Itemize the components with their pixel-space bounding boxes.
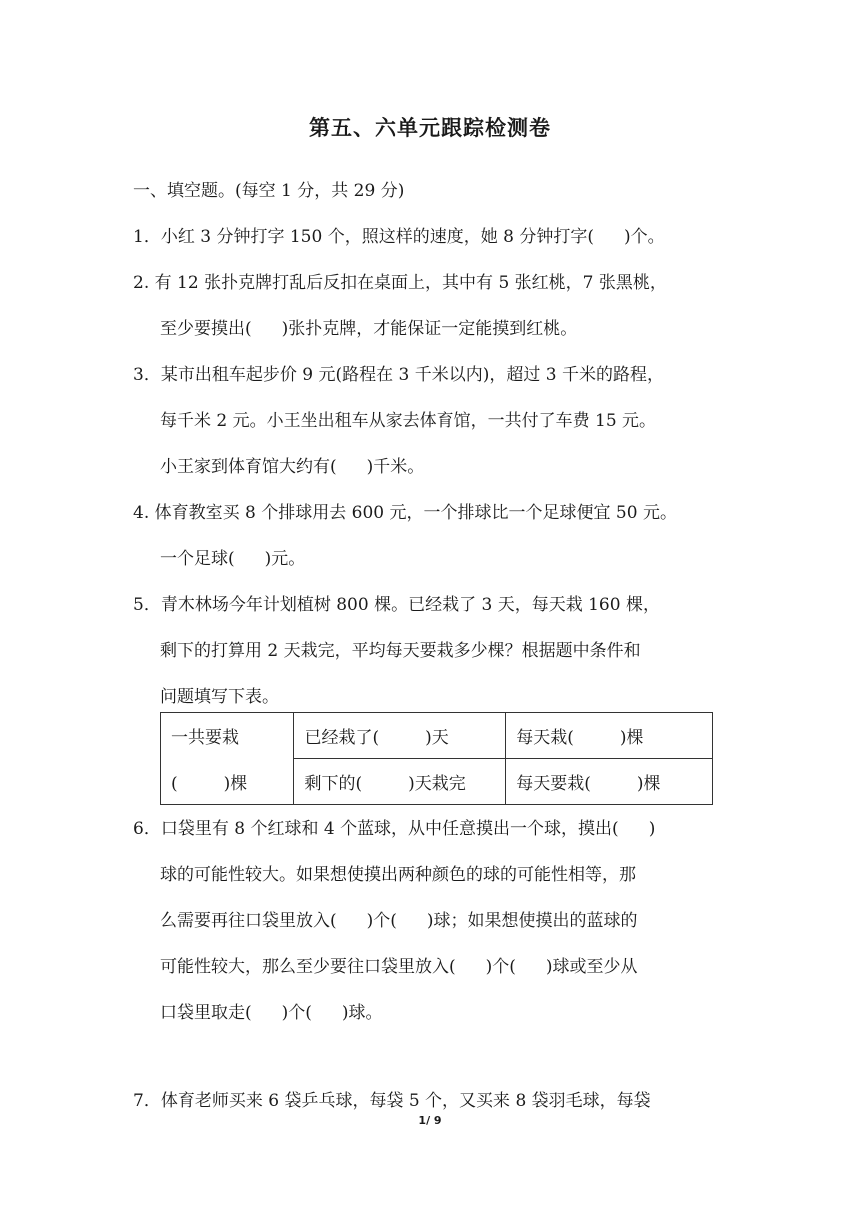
question-1: 1．小红 3 分钟打字 150 个，照这样的速度，她 8 分钟打字( )个。: [133, 227, 665, 247]
question-3-line-3: 小王家到体育馆大约有( )千米。: [160, 457, 425, 477]
question-5-line-1: 5．青木林场今年计划植树 800 棵。已经栽了 3 天，每天栽 160 棵，: [133, 595, 660, 615]
table-cell-per-day-needed[interactable]: 每天要栽( )棵: [506, 759, 713, 805]
table-cell-total-blank[interactable]: ( )棵: [161, 759, 294, 805]
question-5-line-2: 剩下的打算用 2 天栽完，平均每天要栽多少棵？根据题中条件和: [160, 641, 641, 661]
table-row: [161, 713, 713, 759]
question-6-line-2: 球的可能性较大。如果想使摸出两种颜色的球的可能性相等，那: [160, 865, 636, 885]
section-heading: 一、填空题。(每空 1 分，共 29 分): [133, 181, 405, 201]
question-6-line-3: 么需要再往口袋里放入( )个( )球；如果想使摸出的蓝球的: [160, 911, 638, 931]
question-6-line-4: 可能性较大，那么至少要往口袋里放入( )个( )球或至少从: [160, 957, 638, 977]
question-5-line-3: 问题填写下表。: [160, 687, 279, 707]
table-cell-remaining-days[interactable]: 剩下的( )天栽完: [294, 759, 506, 805]
question-7-line-1: 7．体育老师买来 6 袋乒乓球，每袋 5 个，又买来 8 袋羽毛球，每袋: [133, 1091, 651, 1111]
planting-table: [160, 712, 713, 805]
question-2-line-2: 至少要摸出( )张扑克牌，才能保证一定能摸到红桃。: [160, 319, 578, 339]
question-6-line-1: 6．口袋里有 8 个红球和 4 个蓝球，从中任意摸出一个球，摸出( ): [133, 819, 656, 839]
question-3-line-1: 3．某市出租车起步价 9 元(路程在 3 千米以内)，超过 3 千米的路程，: [133, 365, 664, 385]
table-row: [161, 759, 713, 805]
question-6-line-5: 口袋里取走( )个( )球。: [160, 1003, 383, 1023]
question-4-line-1: 4. 体育教室买 8 个排球用去 600 元，一个排球比一个足球便宜 50 元。: [133, 503, 677, 523]
page-title: 第五、六单元跟踪检测卷: [309, 116, 551, 140]
table-cell-per-day[interactable]: 每天栽( )棵: [506, 713, 713, 759]
question-2-line-1: 2. 有 12 张扑克牌打乱后反扣在桌面上，其中有 5 张红桃，7 张黑桃，: [133, 273, 667, 293]
table-cell-days-planted[interactable]: 已经栽了( )天: [294, 713, 506, 759]
question-4-line-2: 一个足球( )元。: [160, 549, 306, 569]
table-cell-total-label: 一共要栽: [161, 713, 294, 759]
page-number: 1/ 9: [418, 1114, 442, 1127]
question-3-line-2: 每千米 2 元。小王坐出租车从家去体育馆，一共付了车费 15 元。: [160, 411, 657, 431]
